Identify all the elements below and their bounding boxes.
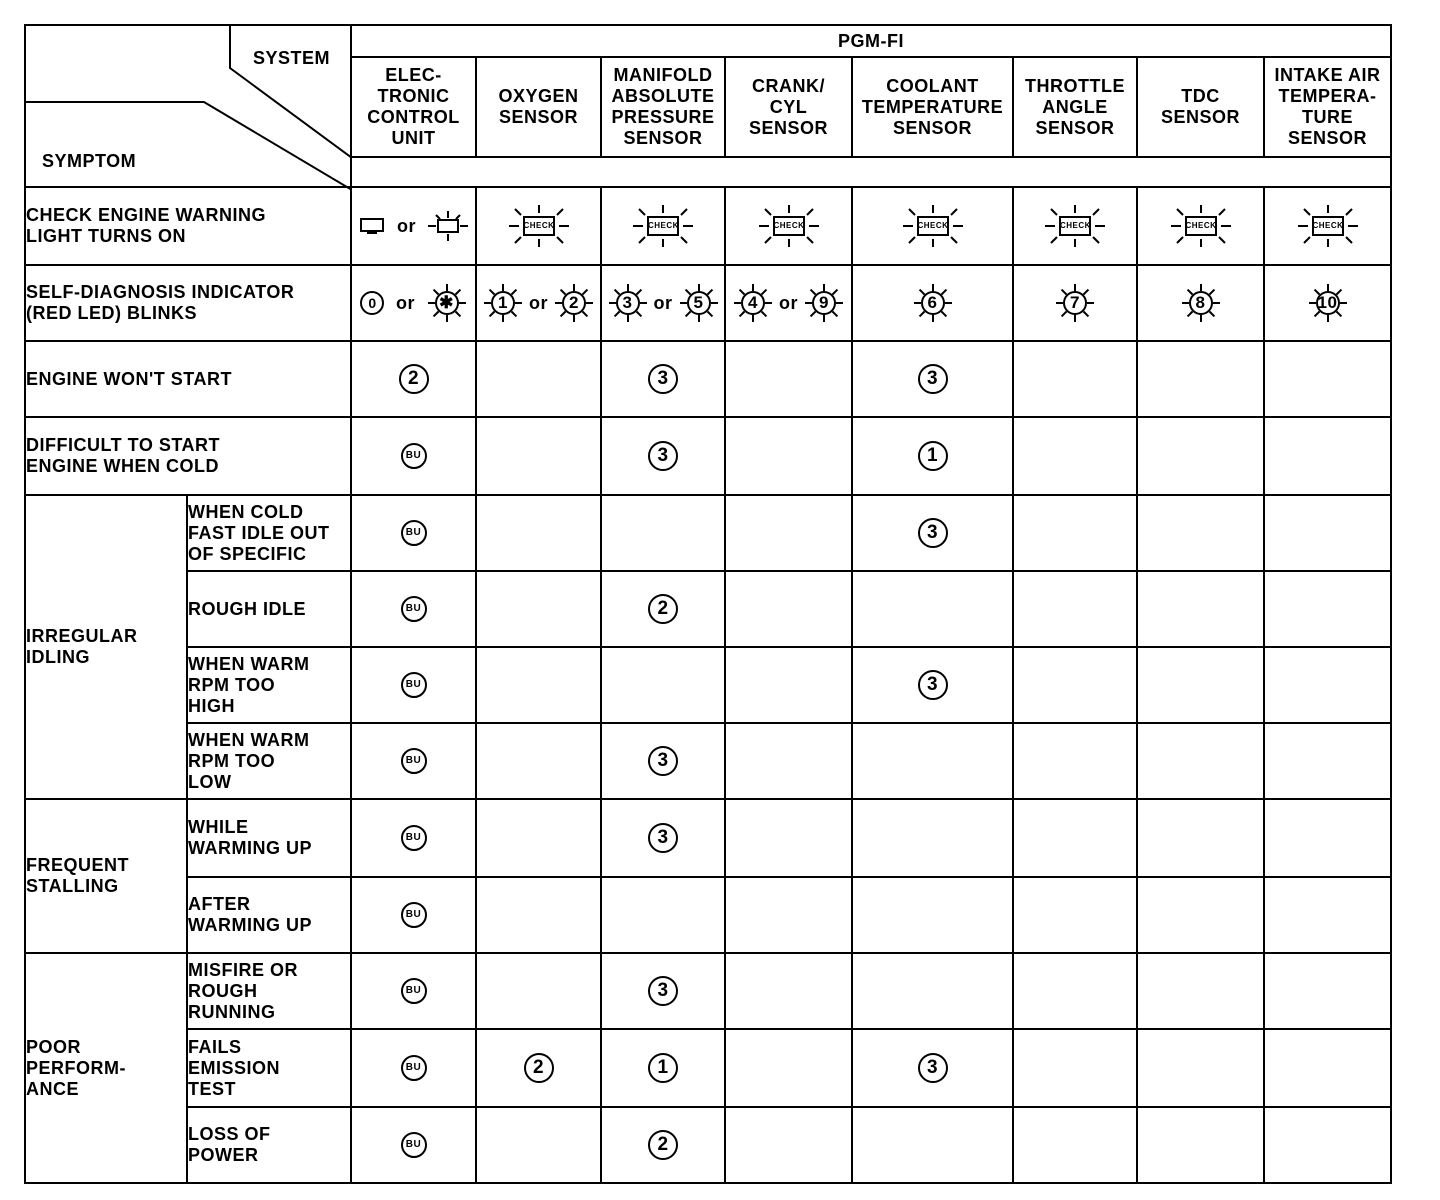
cell-oxygen — [476, 1107, 601, 1183]
self-diagnosis-row-label: SELF-DIAGNOSIS INDICATOR (RED LED) BLINKS — [25, 265, 351, 341]
symptom-label: MISFIRE OR ROUGH RUNNING — [187, 953, 351, 1029]
led-code-1: 1 — [498, 293, 508, 312]
led-code-8: 8 — [1195, 293, 1206, 312]
col-header-coolant-temp-sensor: COOLANT TEMPERATURE SENSOR — [852, 57, 1013, 157]
backup-circle-mark: BU — [401, 978, 427, 1004]
cell-ecu — [351, 1107, 476, 1183]
led-blink-icon — [804, 283, 844, 323]
self-diag-throttle-cell — [1013, 265, 1137, 341]
cell-intake — [1264, 1029, 1391, 1107]
cell-oxygen — [476, 953, 601, 1029]
cell-map — [601, 723, 725, 799]
self-diag-tdc-cell — [1137, 265, 1264, 341]
cell-intake — [1264, 1107, 1391, 1183]
symptom-label: SYMPTOM — [42, 151, 137, 171]
header-spacer — [351, 157, 1391, 187]
symptom-label: WHEN COLD FAST IDLE OUT OF SPECIFIC — [187, 495, 351, 571]
led-code-4: 4 — [748, 293, 758, 312]
system-label: SYSTEM — [253, 48, 331, 68]
priority-circle-mark: 3 — [648, 976, 678, 1006]
led-code-7: 7 — [1070, 293, 1080, 312]
pgm-fi-group-header: PGM-FI — [351, 25, 1391, 57]
led-blink-icon — [483, 283, 523, 323]
cell-tdc — [1137, 723, 1264, 799]
cell-ecu — [351, 723, 476, 799]
group-label-frequent-stalling: FREQUENT STALLING — [25, 799, 187, 953]
lamp-off-icon — [359, 217, 385, 235]
lamp-label: CHECK — [1060, 221, 1091, 230]
cell-coolant — [852, 1107, 1013, 1183]
lamp-label: CHECK — [648, 221, 679, 230]
symptom-label: DIFFICULT TO START ENGINE WHEN COLD — [25, 417, 351, 495]
cell-ecu — [351, 1029, 476, 1107]
check-engine-row-label: CHECK ENGINE WARNING LIGHT TURNS ON — [25, 187, 351, 265]
self-diag-ecu-cell — [351, 265, 476, 341]
led-blink-icon — [554, 283, 594, 323]
cell-tdc — [1137, 571, 1264, 647]
cell-oxygen — [476, 571, 601, 647]
check-engine-lamp-lit-icon — [631, 203, 695, 249]
table-row — [25, 1029, 1391, 1107]
cell-crank — [725, 723, 852, 799]
led-code-0: 0 — [360, 291, 384, 315]
cell-map — [601, 1029, 725, 1107]
cell-throttle — [1013, 877, 1137, 953]
cell-coolant — [852, 495, 1013, 571]
cell-oxygen — [476, 495, 601, 571]
cell-ecu — [351, 495, 476, 571]
cell-oxygen — [476, 1029, 601, 1107]
lamp-label: CHECK — [523, 221, 555, 230]
priority-circle-mark: 1 — [918, 441, 948, 471]
cell-intake — [1264, 953, 1391, 1029]
cell-tdc — [1137, 953, 1264, 1029]
priority-circle-mark: 2 — [524, 1053, 554, 1083]
symptom-label: ENGINE WON'T START — [25, 341, 351, 417]
cell-tdc — [1137, 1107, 1264, 1183]
led-code-6: 6 — [927, 293, 938, 312]
led-code-5: 5 — [693, 293, 704, 312]
cell-map — [601, 1107, 725, 1183]
check-engine-tdc-cell — [1137, 187, 1264, 265]
table-row — [25, 495, 1391, 571]
check-engine-crank-cell — [725, 187, 852, 265]
backup-circle-mark: BU — [401, 1055, 427, 1081]
backup-circle-mark: BU — [401, 825, 427, 851]
check-engine-lamp-lit-icon — [1296, 203, 1360, 249]
symptom-label: WHILE WARMING UP — [187, 799, 351, 877]
cell-crank — [725, 1107, 852, 1183]
cell-crank — [725, 953, 852, 1029]
priority-circle-mark: 3 — [648, 364, 678, 394]
check-engine-throttle-cell — [1013, 187, 1137, 265]
cell-map — [601, 341, 725, 417]
cell-crank — [725, 1029, 852, 1107]
priority-circle-mark: 3 — [648, 746, 678, 776]
col-header-crank-cyl-sensor: CRANK/ CYL SENSOR — [725, 57, 852, 157]
cell-tdc — [1137, 341, 1264, 417]
cell-intake — [1264, 799, 1391, 877]
priority-circle-mark: 3 — [918, 670, 948, 700]
cell-intake — [1264, 723, 1391, 799]
check-engine-lamp-lit-icon — [1169, 203, 1233, 249]
symptom-label: ROUGH IDLE — [187, 571, 351, 647]
led-blink-icon — [1055, 283, 1095, 323]
priority-circle-mark: 3 — [648, 441, 678, 471]
col-header-map-sensor: MANIFOLD ABSOLUTE PRESSURE SENSOR — [601, 57, 725, 157]
cell-oxygen — [476, 877, 601, 953]
corner-header — [25, 25, 351, 187]
check-engine-ecu-cell — [351, 187, 476, 265]
cell-ecu — [351, 341, 476, 417]
check-engine-lamp-lit-icon — [901, 203, 965, 249]
led-blink-icon — [427, 283, 467, 323]
cell-coolant — [852, 723, 1013, 799]
cell-throttle — [1013, 723, 1137, 799]
cell-map — [601, 495, 725, 571]
led-blink-icon — [1181, 283, 1221, 323]
or-text: or — [397, 215, 416, 236]
cell-crank — [725, 877, 852, 953]
led-blink-icon — [913, 283, 953, 323]
table-row — [25, 877, 1391, 953]
lamp-label: CHECK — [1185, 221, 1217, 230]
cell-intake — [1264, 495, 1391, 571]
cell-intake — [1264, 417, 1391, 495]
check-engine-oxygen-cell — [476, 187, 601, 265]
cell-throttle — [1013, 647, 1137, 723]
check-engine-lamp-lit-icon — [1043, 203, 1107, 249]
cell-intake — [1264, 341, 1391, 417]
cell-tdc — [1137, 495, 1264, 571]
cell-ecu — [351, 417, 476, 495]
table-row — [25, 417, 1391, 495]
led-code-10: 10 — [1317, 293, 1338, 312]
cell-map — [601, 953, 725, 1029]
cell-throttle — [1013, 495, 1137, 571]
cell-crank — [725, 571, 852, 647]
backup-circle-mark: BU — [401, 902, 427, 928]
led-code-9: 9 — [819, 293, 829, 312]
cell-coolant — [852, 647, 1013, 723]
check-engine-lamp-lit-icon — [507, 203, 571, 249]
priority-circle-mark: 1 — [648, 1053, 678, 1083]
priority-circle-mark: 2 — [399, 364, 429, 394]
cell-intake — [1264, 647, 1391, 723]
led-blink-icon — [1308, 283, 1348, 323]
table-row — [25, 723, 1391, 799]
cell-map — [601, 647, 725, 723]
backup-circle-mark: BU — [401, 748, 427, 774]
led-blink-icon — [608, 283, 648, 323]
col-header-tdc-sensor: TDC SENSOR — [1137, 57, 1264, 157]
cell-ecu — [351, 953, 476, 1029]
cell-crank — [725, 341, 852, 417]
backup-circle-mark: BU — [401, 596, 427, 622]
self-diag-coolant-cell — [852, 265, 1013, 341]
cell-map — [601, 571, 725, 647]
lamp-on-icon — [428, 211, 468, 241]
cell-ecu — [351, 877, 476, 953]
self-diag-intake-cell — [1264, 265, 1391, 341]
cell-ecu — [351, 571, 476, 647]
backup-circle-mark: BU — [401, 1132, 427, 1158]
lamp-label: CHECK — [917, 221, 949, 230]
cell-oxygen — [476, 799, 601, 877]
check-engine-intake-cell — [1264, 187, 1391, 265]
backup-circle-mark: BU — [401, 520, 427, 546]
cell-ecu — [351, 647, 476, 723]
group-label-poor-performance: POOR PERFORM- ANCE — [25, 953, 187, 1183]
symptom-label: WHEN WARM RPM TOO HIGH — [187, 647, 351, 723]
cell-throttle — [1013, 799, 1137, 877]
cell-throttle — [1013, 953, 1137, 1029]
led-code-asterisk: ✱ — [439, 293, 454, 312]
led-blink-icon — [679, 283, 719, 323]
priority-circle-mark: 3 — [648, 823, 678, 853]
col-header-throttle-angle-sensor: THROTTLE ANGLE SENSOR — [1013, 57, 1137, 157]
cell-coolant — [852, 417, 1013, 495]
cell-coolant — [852, 1029, 1013, 1107]
check-engine-lamp-lit-icon — [757, 203, 821, 249]
cell-crank — [725, 647, 852, 723]
cell-oxygen — [476, 341, 601, 417]
cell-map — [601, 799, 725, 877]
col-header-ecu: ELEC- TRONIC CONTROL UNIT — [351, 57, 476, 157]
cell-coolant — [852, 877, 1013, 953]
lamp-label: CHECK — [773, 221, 805, 230]
cell-throttle — [1013, 1107, 1137, 1183]
symptom-label: FAILS EMISSION TEST — [187, 1029, 351, 1107]
col-header-oxygen-sensor: OXYGEN SENSOR — [476, 57, 601, 157]
cell-throttle — [1013, 417, 1137, 495]
led-code-2: 2 — [569, 293, 579, 312]
cell-tdc — [1137, 417, 1264, 495]
priority-circle-mark: 2 — [648, 594, 678, 624]
backup-circle-mark: BU — [401, 672, 427, 698]
cell-oxygen — [476, 723, 601, 799]
cell-oxygen — [476, 417, 601, 495]
or-text: or — [653, 292, 673, 313]
priority-circle-mark: 2 — [648, 1130, 678, 1160]
cell-throttle — [1013, 571, 1137, 647]
table-row — [25, 953, 1391, 1029]
symptom-label: WHEN WARM RPM TOO LOW — [187, 723, 351, 799]
group-label-irregular-idling: IRREGULAR IDLING — [25, 495, 187, 799]
cell-intake — [1264, 877, 1391, 953]
led-code-3: 3 — [622, 293, 633, 312]
check-engine-map-cell — [601, 187, 725, 265]
cell-map — [601, 877, 725, 953]
table-row — [25, 341, 1391, 417]
table-row — [25, 647, 1391, 723]
self-diag-crank-cell — [725, 265, 852, 341]
cell-intake — [1264, 571, 1391, 647]
troubleshooting-table — [24, 24, 1392, 1184]
priority-circle-mark: 3 — [918, 1053, 948, 1083]
cell-throttle — [1013, 1029, 1137, 1107]
cell-crank — [725, 799, 852, 877]
cell-tdc — [1137, 877, 1264, 953]
cell-ecu — [351, 799, 476, 877]
cell-map — [601, 417, 725, 495]
symptom-label: LOSS OF POWER — [187, 1107, 351, 1183]
table-row — [25, 571, 1391, 647]
self-diag-oxygen-cell — [476, 265, 601, 341]
cell-coolant — [852, 799, 1013, 877]
cell-coolant — [852, 953, 1013, 1029]
or-text: or — [529, 292, 548, 313]
cell-oxygen — [476, 647, 601, 723]
lamp-label: CHECK — [1312, 221, 1344, 230]
check-engine-coolant-cell — [852, 187, 1013, 265]
symptom-label: AFTER WARMING UP — [187, 877, 351, 953]
cell-tdc — [1137, 1029, 1264, 1107]
cell-coolant — [852, 341, 1013, 417]
cell-crank — [725, 417, 852, 495]
led-blink-icon — [733, 283, 773, 323]
table-row — [25, 1107, 1391, 1183]
self-diag-map-cell — [601, 265, 725, 341]
col-header-intake-air-temp-sensor: INTAKE AIR TEMPERA- TURE SENSOR — [1264, 57, 1391, 157]
backup-circle-mark: BU — [401, 443, 427, 469]
cell-crank — [725, 495, 852, 571]
or-text: or — [396, 292, 415, 313]
priority-circle-mark: 3 — [918, 518, 948, 548]
table-row — [25, 799, 1391, 877]
cell-coolant — [852, 571, 1013, 647]
cell-tdc — [1137, 799, 1264, 877]
or-text: or — [779, 292, 798, 313]
priority-circle-mark: 3 — [918, 364, 948, 394]
cell-tdc — [1137, 647, 1264, 723]
cell-throttle — [1013, 341, 1137, 417]
